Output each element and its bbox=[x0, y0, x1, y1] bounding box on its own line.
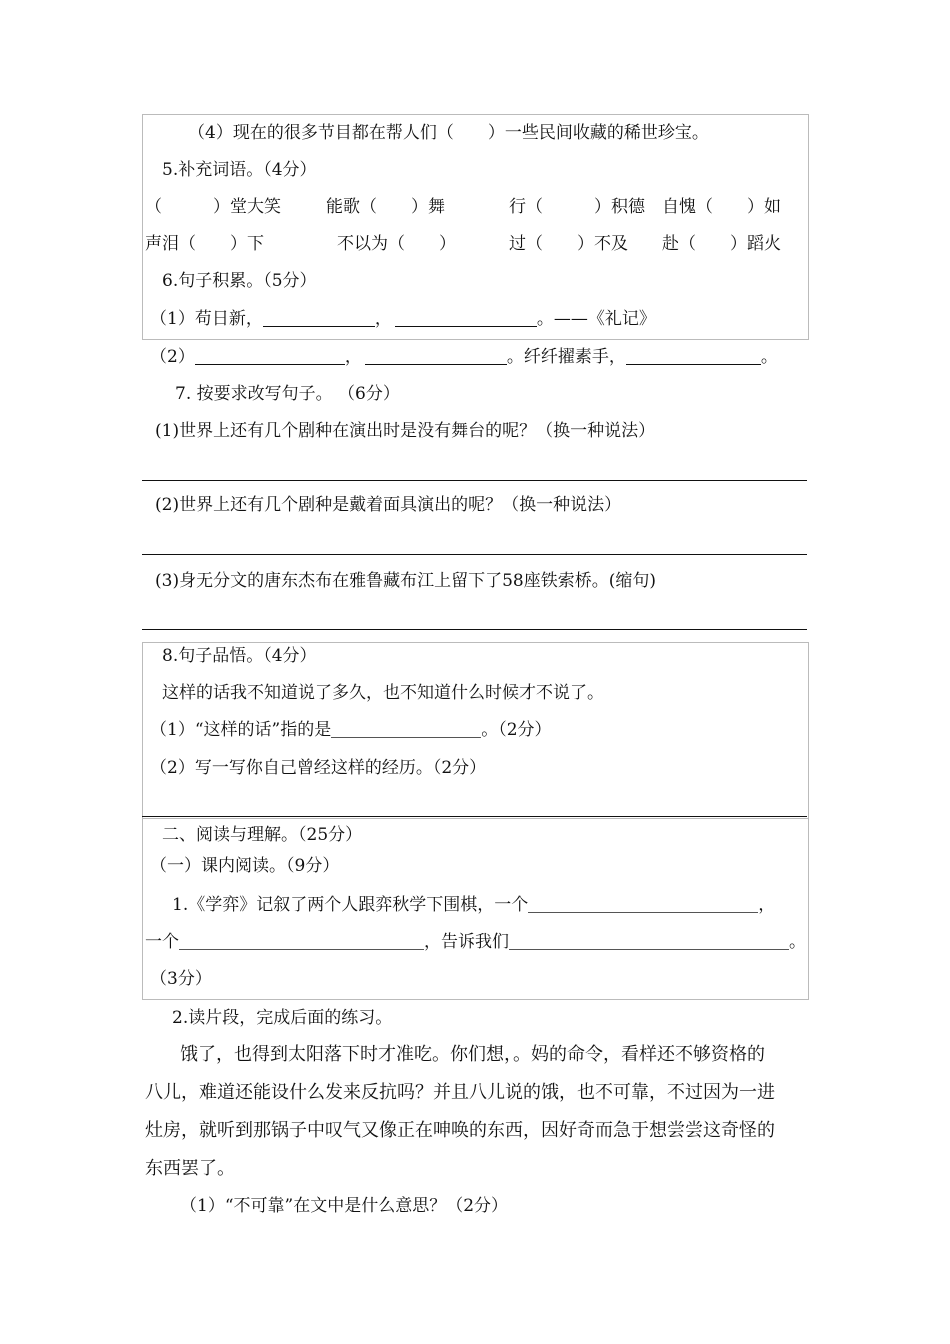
answer-line-7-1[interactable] bbox=[142, 480, 807, 481]
question-6-1 bbox=[150, 308, 656, 330]
question-8-2: （2）写一写你自己曾经这样的经历。（2分） bbox=[150, 758, 487, 778]
question-8-title: 8.句子品悟。（4分） bbox=[162, 646, 317, 666]
r1-blank-2[interactable] bbox=[179, 932, 424, 950]
question-7-1: (1)世界上还有几个剧种在演出时是没有舞台的呢？（换一种说法） bbox=[155, 421, 656, 441]
passage-line-2: 八儿，难道还能设什么发来反抗吗？并且八儿说的饿，也不可靠，不过因为一进 bbox=[145, 1082, 775, 1103]
q6-1-suffix: 。——《礼记》 bbox=[536, 309, 656, 329]
question-6-2 bbox=[150, 346, 778, 368]
q6-1-blank-2[interactable] bbox=[395, 309, 537, 327]
question-5-title: 5.补充词语。（4分） bbox=[162, 160, 317, 180]
r1-blank-3[interactable] bbox=[509, 932, 789, 950]
q5-item-6: 不以为（ ） bbox=[337, 234, 456, 254]
q6-2-mid: 。纤纤擢素手， bbox=[506, 347, 626, 367]
q8-1-prefix: （1）“这样的话”指的是 bbox=[150, 720, 332, 740]
question-7-title: 7. 按要求改写句子。 （6分） bbox=[175, 384, 400, 404]
question-8-1 bbox=[150, 719, 552, 741]
r1-line2-suffix: 。 bbox=[789, 932, 806, 952]
q5-item-1: （ ）堂大笑 bbox=[145, 197, 281, 217]
q5-item-8: 赴（ ）蹈火 bbox=[662, 234, 781, 254]
section-2-title: 二、阅读与理解。（25分） bbox=[162, 825, 363, 845]
question-4: （4）现在的很多节目都在帮人们（ ）一些民间收藏的稀世珍宝。 bbox=[188, 123, 709, 143]
q6-2-blank-3[interactable] bbox=[626, 347, 761, 365]
q8-1-blank[interactable] bbox=[331, 720, 481, 738]
q6-2-prefix: （2） bbox=[150, 347, 195, 367]
reading-question-2-title: 2.读片段，完成后面的练习。 bbox=[172, 1008, 393, 1028]
answer-line-8-2[interactable] bbox=[142, 816, 807, 817]
r1-line2-prefix: 一个 bbox=[145, 932, 179, 952]
answer-line-7-2[interactable] bbox=[142, 554, 807, 555]
question-6-title: 6.句子积累。（5分） bbox=[162, 271, 317, 291]
passage-line-4: 东西罢了。 bbox=[145, 1158, 235, 1179]
q6-2-sep: ， bbox=[344, 347, 362, 367]
r1-suffix: ， bbox=[758, 895, 776, 915]
q5-item-3: 行（ ）积德 bbox=[509, 197, 645, 217]
reading-question-1-line-2 bbox=[145, 931, 806, 953]
question-8-sentence: 这样的话我不知道说了多久，也不知道什么时候才不说了。 bbox=[162, 683, 604, 703]
q5-item-7: 过（ ）不及 bbox=[509, 234, 628, 254]
question-box-top bbox=[142, 114, 809, 340]
r1-prefix: 1.《学弈》记叙了两个人跟弈秋学下围棋，一个 bbox=[172, 895, 529, 915]
q6-1-sep: ， bbox=[374, 309, 392, 329]
answer-line-7-3[interactable] bbox=[142, 629, 807, 630]
passage-line-3: 灶房，就听到那锅子中叹气又像正在呻唤的东西，因好奇而急于想尝尝这奇怪的 bbox=[145, 1120, 775, 1141]
passage-line-1: 饿了，也得到太阳落下时才准吃。你们想，。妈的命令，看样还不够资格的 bbox=[180, 1044, 765, 1065]
q5-item-4: 自愧（ ）如 bbox=[662, 197, 781, 217]
reading-question-2-1: （1）“不可靠”在文中是什么意思？（2分） bbox=[180, 1196, 509, 1216]
q8-1-suffix: 。（2分） bbox=[481, 720, 552, 740]
r1-line2-mid: ，告诉我们 bbox=[424, 932, 509, 952]
question-7-2: (2)世界上还有几个剧种是戴着面具演出的呢？（换一种说法） bbox=[155, 495, 622, 515]
question-7-3: (3)身无分文的唐东杰布在雅鲁藏布江上留下了58座铁索桥。(缩句) bbox=[155, 571, 656, 591]
q6-2-blank-1[interactable] bbox=[195, 347, 345, 365]
q5-item-2: 能歌（ ）舞 bbox=[326, 197, 445, 217]
q6-1-blank-1[interactable] bbox=[263, 309, 375, 327]
reading-question-1-score: （3分） bbox=[150, 969, 212, 989]
r1-blank-1[interactable] bbox=[528, 895, 758, 913]
q5-item-5: 声泪（ ）下 bbox=[145, 234, 264, 254]
q6-2-blank-2[interactable] bbox=[365, 347, 507, 365]
q6-2-end: 。 bbox=[760, 347, 778, 367]
q6-1-prefix: （1）苟日新， bbox=[150, 309, 263, 329]
reading-question-1-line-1 bbox=[172, 894, 775, 916]
section-2-1-title: （一）课内阅读。（9分） bbox=[150, 856, 340, 876]
